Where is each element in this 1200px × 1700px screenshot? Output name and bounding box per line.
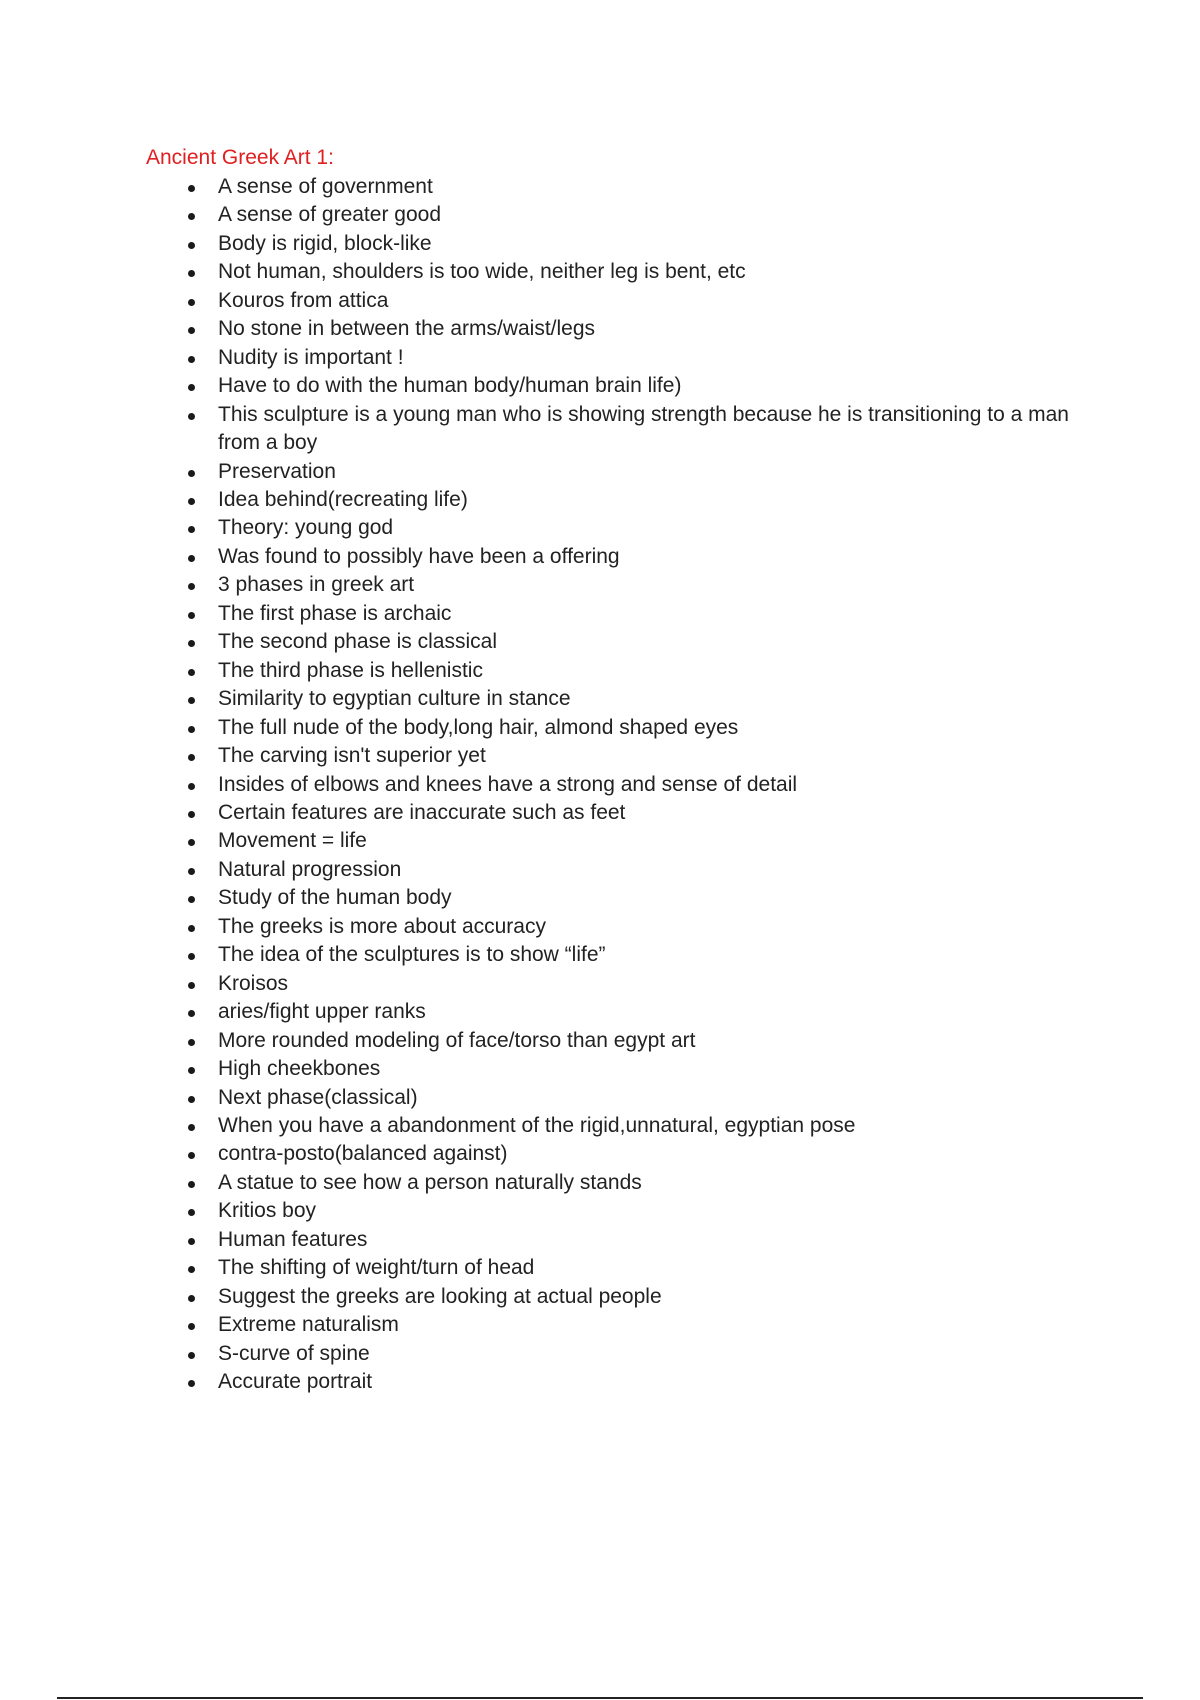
note-text: Have to do with the human body/human brain life) [218,374,682,398]
bullet-dot-icon [188,583,195,590]
bullet-dot-icon [188,384,195,391]
bullet-dot-icon [188,1152,195,1159]
note-text: This sculpture is a young man who is showing strength because he is transitioning to a man from a boy [218,402,1069,455]
bullet-dot-icon [188,726,195,733]
note-text: Similarity to egyptian culture in stance [218,687,571,711]
bullet-dot-icon [188,925,195,932]
note-list-item [218,1055,1098,1083]
note-text: Extreme naturalism [218,1313,399,1337]
bullet-dot-icon [188,953,195,960]
note-text: A sense of government [218,175,433,198]
bullet-dot-icon [188,526,195,533]
note-text: Kroisos [218,971,289,995]
bullet-dot-icon [188,1096,195,1103]
bullet-dot-icon [188,1181,195,1188]
note-text: 3 phases in greek art [218,573,415,597]
note-text: Theory: young god [218,516,394,540]
note-list-item [218,401,1098,458]
document-title: Ancient Greek Art 1: [146,146,334,169]
note-list-item [218,201,1098,229]
note-text: Human features [218,1227,368,1251]
note-text: Not human, shoulders is too wide, neither leg is bent, etc [218,260,746,284]
note-list-item [218,1340,1098,1368]
note-text: Nudity is important ! [218,345,404,369]
note-list-item [218,315,1098,343]
note-list-item [218,827,1098,855]
bullet-dot-icon [188,811,195,818]
bullet-dot-icon [188,1380,195,1387]
note-list-item [218,600,1098,628]
bullet-dot-icon [188,299,195,306]
note-text: Accurate portrait [218,1370,373,1394]
note-list-item [218,657,1098,685]
note-list-item [218,287,1098,315]
note-list-item [218,856,1098,884]
bullet-dot-icon [188,185,195,192]
note-text: aries/fight upper ranks [218,1000,426,1024]
note-text: The idea of the sculptures is to show “life” [218,943,606,967]
note-list-item [218,970,1098,998]
note-text: Movement = life [218,829,367,853]
note-list-item [218,1140,1098,1168]
note-text: The carving isn't superior yet [218,744,486,768]
note-text: The second phase is classical [218,630,497,654]
note-list-item [218,458,1098,486]
bullet-dot-icon [188,839,195,846]
note-list-item [218,344,1098,372]
bullet-dot-icon [188,1209,195,1216]
note-list-item [218,913,1098,941]
bullet-dot-icon [188,982,195,989]
note-list-item [218,1311,1098,1339]
bullet-dot-icon [188,1124,195,1131]
note-list-item [218,1027,1098,1055]
bullet-dot-icon [188,612,195,619]
bullet-dot-icon [188,896,195,903]
note-text: Was found to possibly have been a offering [218,544,620,568]
note-list-item [218,1368,1098,1396]
note-list-item [218,884,1098,912]
note-text: The shifting of weight/turn of head [218,1256,535,1280]
bullet-dot-icon [188,868,195,875]
note-text: Kouros from attica [218,288,389,312]
note-text: A statue to see how a person naturally stands [218,1170,642,1194]
note-text: Body is rigid, block-like [218,231,432,255]
bullet-dot-icon [188,498,195,505]
bullet-dot-icon [188,1352,195,1359]
note-list-item [218,543,1098,571]
bullet-dot-icon [188,213,195,220]
bullet-dot-icon [188,413,195,420]
bullet-dot-icon [188,356,195,363]
note-list-item [218,1169,1098,1197]
note-list-item [218,258,1098,286]
note-list-item [218,1283,1098,1311]
note-list-item [218,714,1098,742]
bullet-dot-icon [188,1010,195,1017]
page-bottom-divider [57,1697,1143,1699]
note-list-item [218,230,1098,258]
note-text: Idea behind(recreating life) [218,487,468,511]
note-text: More rounded modeling of face/torso than egypt art [218,1028,696,1052]
note-text: High cheekbones [218,1057,381,1081]
note-list-item [218,1226,1098,1254]
note-text: The third phase is hellenistic [218,658,483,682]
note-text: Next phase(classical) [218,1085,418,1109]
note-text: When you have a abandonment of the rigid,unnatural, egyptian pose [218,1113,856,1137]
note-text: Suggest the greeks are looking at actual people [218,1284,662,1308]
bullet-dot-icon [188,270,195,277]
note-text: A sense of greater good [218,203,441,227]
note-list-item [218,1254,1098,1282]
note-text: The full nude of the body,long hair, almond shaped eyes [218,715,739,739]
note-text: Study of the human body [218,886,452,910]
note-text: The first phase is archaic [218,601,452,625]
note-text: Certain features are inaccurate such as feet [218,800,626,824]
bullet-dot-icon [188,1295,195,1302]
note-list-item [218,173,1098,201]
note-text: Preservation [218,459,336,483]
note-list-item [218,486,1098,514]
bullet-dot-icon [188,640,195,647]
bullet-dot-icon [188,1039,195,1046]
note-list-item [218,771,1098,799]
notes-bullet-list [218,173,1098,1396]
bullet-dot-icon [188,1238,195,1245]
bullet-dot-icon [188,1067,195,1074]
note-list-item [218,941,1098,969]
note-list-item [218,1084,1098,1112]
bullet-dot-icon [188,1323,195,1330]
note-list-item [218,628,1098,656]
bullet-dot-icon [188,327,195,334]
note-list-item [218,998,1098,1026]
bullet-dot-icon [188,783,195,790]
note-list-item [218,1112,1098,1140]
note-list-item [218,514,1098,542]
note-text: contra-posto(balanced against) [218,1142,508,1166]
bullet-dot-icon [188,555,195,562]
note-text: The greeks is more about accuracy [218,914,546,938]
note-text: Natural progression [218,857,402,881]
bullet-dot-icon [188,669,195,676]
note-list-item [218,685,1098,713]
note-list-item [218,1197,1098,1225]
note-list-item [218,799,1098,827]
bullet-dot-icon [188,697,195,704]
note-text: S-curve of spine [218,1341,370,1365]
note-text: No stone in between the arms/waist/legs [218,317,596,341]
note-list-item [218,571,1098,599]
note-list-item [218,372,1098,400]
bullet-dot-icon [188,754,195,761]
bullet-dot-icon [188,1266,195,1273]
bullet-dot-icon [188,470,195,477]
note-list-item [218,742,1098,770]
note-text: Kritios boy [218,1199,317,1223]
bullet-dot-icon [188,242,195,249]
note-text: Insides of elbows and knees have a strong and sense of detail [218,772,798,796]
